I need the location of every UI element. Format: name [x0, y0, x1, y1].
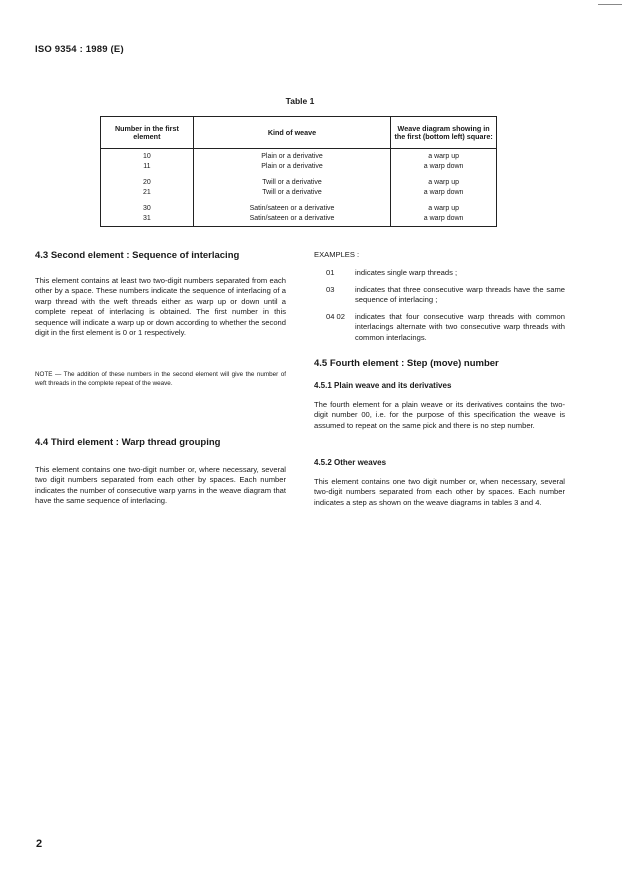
- table-row: [101, 214, 497, 227]
- example-text: indicates that three consecutive warp threads have the same sequence of interlacing ;: [355, 285, 565, 305]
- table-row: [101, 178, 497, 188]
- example-text: indicates that four consecutive warp threads with common interlacings alternate with two consecutive warp threads with common interlacings.: [355, 312, 565, 342]
- section-4-4-heading: 4.4 Third element : Warp thread grouping: [35, 437, 221, 448]
- column-header: Kind of weave: [193, 117, 390, 149]
- table-cell: Plain or a derivative: [193, 162, 390, 172]
- section-4-4-body: This element contains one two-digit number or, where necessary, several two digit numbers separated from each other by spaces. Each number indicates the number of consecutive warp yarns in the weave diagram that have the same sequence of interlacing.: [35, 465, 286, 506]
- section-4-5-1-heading: 4.5.1 Plain weave and its derivatives: [314, 381, 452, 390]
- examples-label: EXAMPLES :: [314, 250, 360, 259]
- table-cell: a warp down: [391, 214, 497, 227]
- section-4-3-body: This element contains at least two two-digit numbers separated from each other by a space. These numbers indicate the sequence of interlacing of a warp thread with the weft threads either as warp up or down until a complete repeat of interlacing is obtained. The first number in this sequence will indicate a warp up or down according to whether the second digit in the first element is 0 or 1 respectively.: [35, 276, 286, 338]
- top-edge-rule: [598, 4, 622, 5]
- table-cell: a warp up: [391, 204, 497, 214]
- example-number: 03: [326, 285, 335, 294]
- document-header: ISO 9354 : 1989 (E): [35, 44, 124, 55]
- table-1: [100, 116, 497, 227]
- column-header: Number in the first element: [101, 117, 194, 149]
- table-caption: Table 1: [285, 96, 315, 106]
- note-paragraph: NOTE — The addition of these numbers in the second element will give the number of weft threads in the complete repeat of the weave.: [35, 371, 286, 387]
- section-4-5-2-body: This element contains one two digit number or, when necessary, several two-digit numbers separated from each other by spaces. Each number indicates a step as shown on the weave diagrams in tables 3 and 4.: [314, 477, 565, 507]
- table-cell: 20: [101, 178, 194, 188]
- table-cell: 10: [101, 149, 194, 162]
- table-cell: 11: [101, 162, 194, 172]
- column-header: Weave diagram showing in the first (bottom left) square:: [391, 117, 497, 149]
- table-cell: Twill or a derivative: [193, 178, 390, 188]
- example-number: 01: [326, 268, 335, 277]
- example-number: 04 02: [326, 312, 346, 321]
- table-row: [101, 149, 497, 162]
- table-cell: Plain or a derivative: [193, 149, 390, 162]
- table-cell: 31: [101, 214, 194, 227]
- section-4-5-1-body: The fourth element for a plain weave or its derivatives contains the two-digit number 00, i.e. for the purpose of this specification the weave is assumed to repeat on the same pick and there is no step number.: [314, 400, 565, 430]
- table-row: [101, 188, 497, 198]
- table-header-row: [101, 117, 497, 149]
- table-spacer-row: [101, 197, 497, 204]
- table-row: [101, 162, 497, 172]
- table-spacer-row: [101, 171, 497, 178]
- table-cell: Satin/sateen or a derivative: [193, 204, 390, 214]
- table-cell: a warp up: [391, 149, 497, 162]
- section-4-5-2-heading: 4.5.2 Other weaves: [314, 458, 387, 467]
- table-row: [101, 204, 497, 214]
- table-cell: Satin/sateen or a derivative: [193, 214, 390, 227]
- table-cell: a warp down: [391, 162, 497, 172]
- section-4-5-heading: 4.5 Fourth element : Step (move) number: [314, 358, 499, 369]
- table-cell: a warp down: [391, 188, 497, 198]
- section-4-3-heading: 4.3 Second element : Sequence of interlacing: [35, 250, 240, 261]
- example-text: indicates single warp threads ;: [355, 268, 458, 277]
- table-cell: a warp up: [391, 178, 497, 188]
- table-cell: 30: [101, 204, 194, 214]
- table-cell: Twill or a derivative: [193, 188, 390, 198]
- table-cell: 21: [101, 188, 194, 198]
- page-number: 2: [36, 838, 43, 850]
